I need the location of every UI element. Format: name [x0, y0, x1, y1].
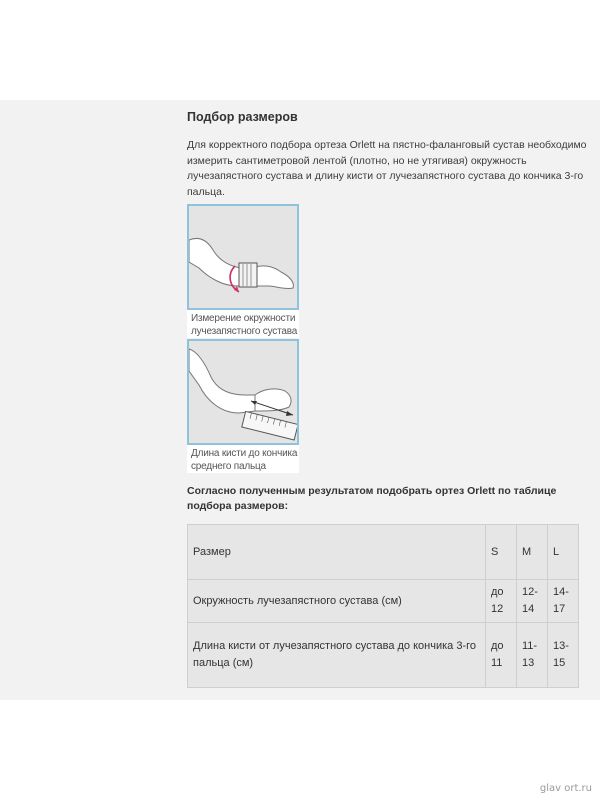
figure-wrist-circumference	[187, 204, 299, 338]
size-table	[187, 524, 579, 688]
table-row	[188, 580, 579, 623]
table-row	[188, 623, 579, 688]
table-cell: L	[548, 525, 579, 580]
table-cell: до 11	[486, 623, 517, 688]
figure-caption: Измерение окружности лучезапястного сустава	[191, 313, 298, 337]
intro-text: Для корректного подбора ортеза Orlett на пястно-фаланговый сустав необходимо измерить сантиметровой лентой (плотно, но не утягивая) окружность лучезапястного сустава и длину кисти от лучезапястного сустава до кончика 3-го пальца.	[187, 139, 587, 198]
section-title: Подбор размеров	[187, 110, 298, 124]
table-cell: S	[486, 525, 517, 580]
table-cell: Окружность лучезапястного сустава (см)	[188, 580, 486, 623]
wrist-circumference-illustration	[187, 204, 299, 310]
table-cell: 14-17	[548, 580, 579, 623]
table-cell: Длина кисти от лучезапястного сустава до кончика 3-го пальца (см)	[188, 623, 486, 688]
table-cell: Размер	[188, 525, 486, 580]
table-cell: 12-14	[517, 580, 548, 623]
table-cell: 11-13	[517, 623, 548, 688]
hand-length-illustration	[187, 339, 299, 445]
figure-caption: Длина кисти до кончика среднего пальца	[191, 448, 298, 472]
size-selection-section	[187, 110, 597, 669]
table-header-row	[188, 525, 579, 580]
table-cell: M	[517, 525, 548, 580]
watermark: glav ort.ru	[539, 783, 592, 794]
table-cell: до 12	[486, 580, 517, 623]
figure-hand-length	[187, 339, 299, 473]
table-cell: 13-15	[548, 623, 579, 688]
table-intro-text: Согласно полученным результатом подобрать ортез Orlett по таблице подбора размеров:	[187, 485, 557, 512]
